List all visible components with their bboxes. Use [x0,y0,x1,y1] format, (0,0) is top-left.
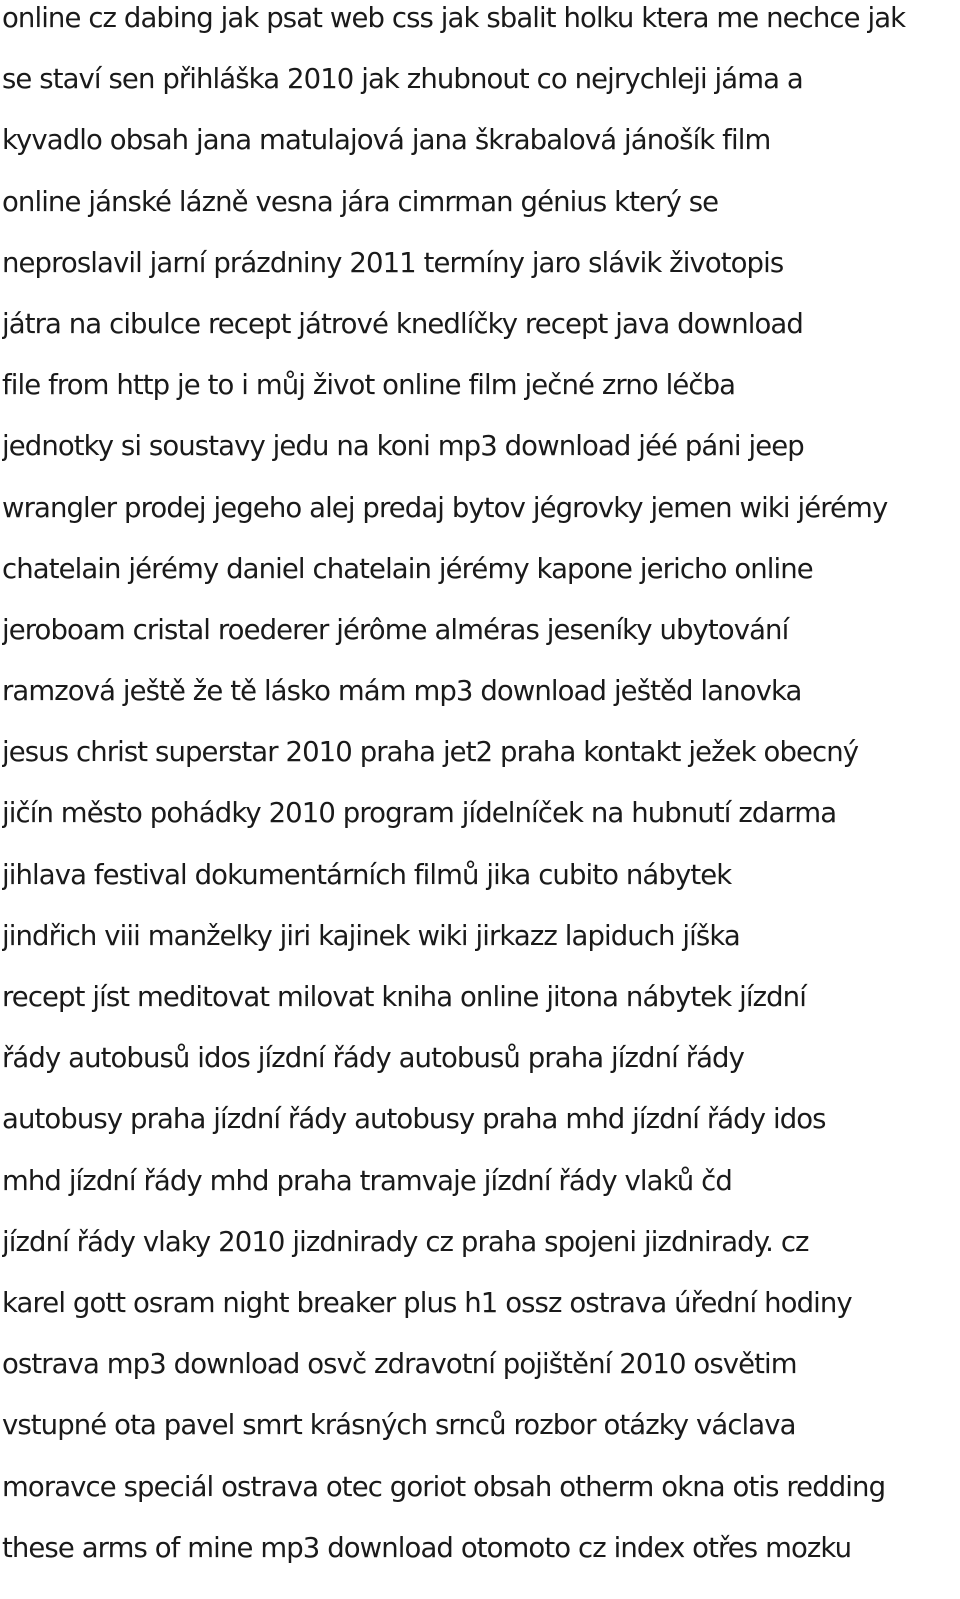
text-line: jihlava festival dokumentárních filmů jika cubito nábytek [2,858,732,891]
text-line: řády autobusů idos jízdní řády autobusů praha jízdní řády [2,1042,744,1075]
text-line: játra na cibulce recept játrové knedlíčky recept java download [2,307,803,340]
text-line: se staví sen přihláška 2010 jak zhubnout co nejrychleji jáma a [2,63,803,96]
text-line: neproslavil jarní prázdniny 2011 termíny jaro slávik životopis [2,246,784,279]
text-line: jeroboam cristal roederer jérôme alméras jeseníky ubytování [2,613,789,646]
text-line: jízdní řády vlaky 2010 jizdnirady cz praha spojeni jizdnirady. cz [2,1225,809,1258]
text-line: ostrava mp3 download osvč zdravotní pojištění 2010 osvětim [2,1348,797,1381]
text-line: vstupné ota pavel smrt krásných srnců rozbor otázky václava [2,1409,796,1442]
text-line: jednotky si soustavy jedu na koni mp3 download jéé páni jeep [2,430,804,463]
text-line: karel gott osram night breaker plus h1 ossz ostrava úřední hodiny [2,1286,852,1319]
text-line: jičín město pohádky 2010 program jídelníček na hubnutí zdarma [2,797,837,830]
text-line: online jánské lázně vesna jára cimrman génius který se [2,185,719,218]
text-line: mhd jízdní řády mhd praha tramvaje jízdní řády vlaků čd [2,1164,732,1197]
text-line: chatelain jérémy daniel chatelain jérémy kapone jericho online [2,552,813,585]
text-line: jindřich viii manželky jiri kajinek wiki jirkazz lapiduch jíška [2,919,740,952]
text-line: autobusy praha jízdní řády autobusy praha mhd jízdní řády idos [2,1103,826,1136]
text-line: online cz dabing jak psat web css jak sbalit holku ktera me nechce jak [2,2,906,34]
text-line: ramzová ještě že tě lásko mám mp3 download ještěd lanovka [2,675,802,708]
text-line: recept jíst meditovat milovat kniha online jitona nábytek jízdní [2,981,806,1013]
text-line: wrangler prodej jegeho alej predaj bytov jégrovky jemen wiki jérémy [2,491,888,524]
text-line: kyvadlo obsah jana matulajová jana škrabalová jánošík film [2,124,771,157]
text-line: moravce speciál ostrava otec goriot obsah otherm okna otis redding [2,1470,886,1503]
text-line: these arms of mine mp3 download otomoto cz index otřes mozku [2,1531,852,1564]
text-line: jesus christ superstar 2010 praha jet2 praha kontakt ježek obecný [2,736,859,769]
text-line: file from http je to i můj život online film ječné zrno léčba [2,369,736,402]
